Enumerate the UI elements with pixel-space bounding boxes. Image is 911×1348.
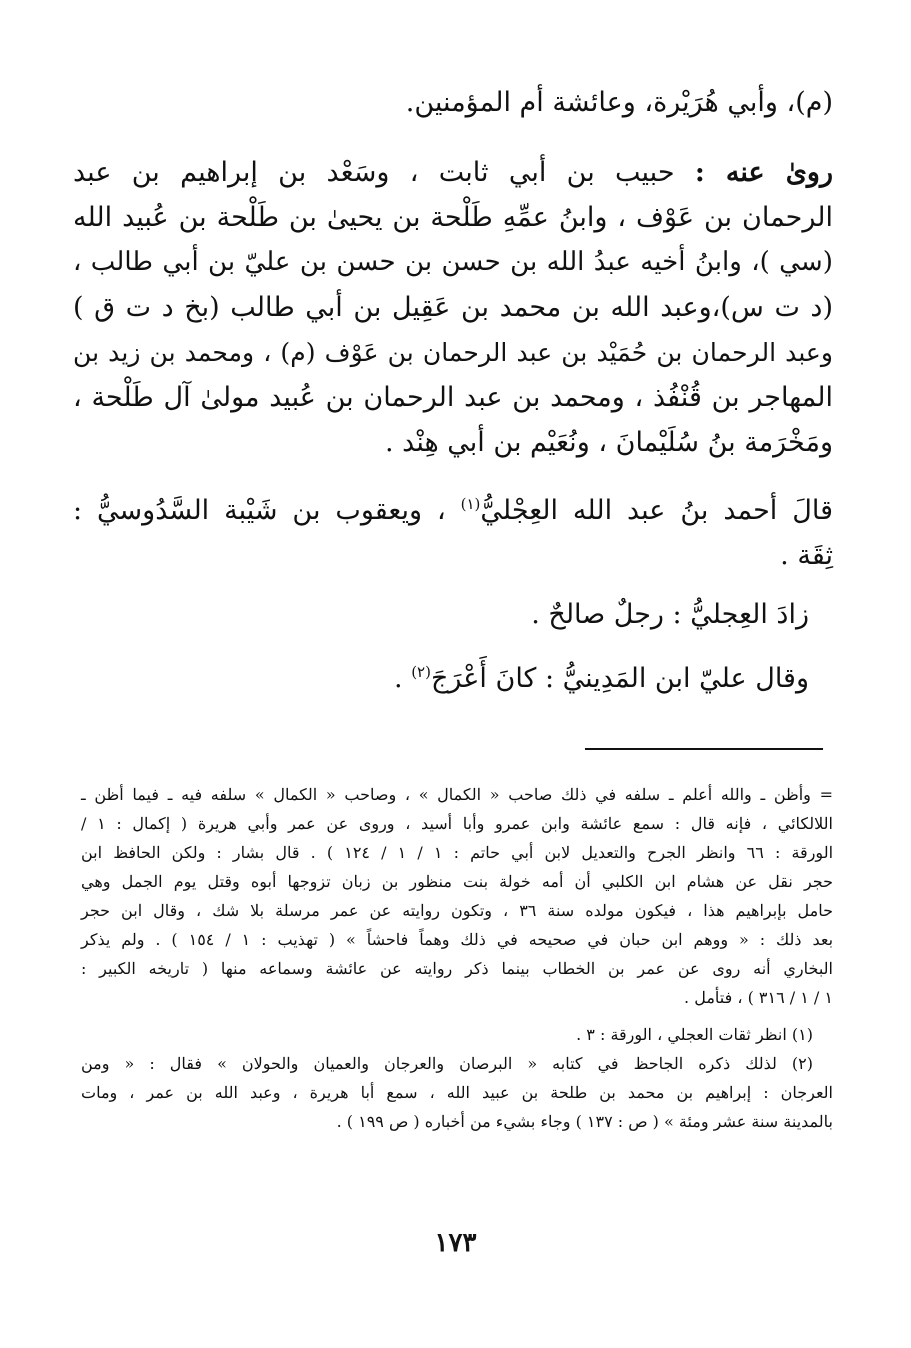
footnote-line: حامل بإبراهيم هذا ، فيكون مولده سنة ٣٦ ، وتكون روايته عن عمر مرسلة بلا شك ، وقال ابن حجر	[81, 901, 833, 920]
text-line	[73, 150, 833, 195]
text-fragment: وقال عليّ ابن المَدِينيُّ : كانَ أَعْرَجَ	[430, 663, 809, 694]
narrators-label: روىٰ عنه :	[694, 157, 833, 188]
footnote-1: (١) انظر ثقات العجلي ، الورقة : ٣ .	[576, 1025, 813, 1044]
text-fragment: ، ويعقوب بن شَيْبة السَّدُوسيُّ :	[73, 495, 446, 526]
text-fragment: .	[394, 663, 403, 694]
page-number: ١٧٣	[434, 1228, 477, 1258]
text-line: ثِقَة .	[780, 540, 833, 571]
text-line: (م)، وأبي هُرَيْرة، وعائشة أم المؤمنين.	[405, 87, 833, 118]
footnote-ref-1: (١)	[460, 495, 481, 513]
footnote-line: اللالكائي ، فإنه قال : سمع عائشة وابن عمرو وأبا أسيد ، وروى عن عمر وأبي هريرة ( إكمال : ١ /	[81, 814, 833, 833]
text-line: الرحمان بن عَوْف ، وابنُ عمِّهِ طَلْحة بن يحيىٰ بن طَلْحة بن عُبيد الله	[73, 202, 833, 233]
footnote-line: بعد ذلك : « ووهم ابن حبان في صحيحه في ذلك وهماً فاحشاً » ( تهذيب : ١ / ١٥٤ ) . ولم يذكر	[81, 930, 834, 949]
text-line	[73, 488, 833, 533]
footnotes	[81, 780, 833, 1136]
main-text-top	[73, 80, 833, 125]
text-line	[73, 656, 833, 701]
zada-paragraph	[73, 592, 833, 637]
footnote-2-line: (٢) لذلك ذكره الجاحظ في كتابه « البرصان والعرجان والعميان والحولان » فقال : « ومن	[81, 1054, 813, 1073]
footnote-2-line: بالمدينة سنة عشر ومئة » ( ص : ١٣٧ ) وجاء بشيء من أخباره ( ص ١٩٩ ) .	[336, 1112, 833, 1131]
text-fragment: حبيب بن أبي ثابت ، وسَعْد بن إبراهيم بن عبد	[73, 157, 675, 188]
text-line: زادَ العِجليُّ : رجلٌ صالحٌ .	[531, 599, 809, 630]
text-line: المهاجر بن قُنْفُذ ، ومحمد بن عبد الرحمان بن عُبيد مولىٰ آل طَلْحة ،	[73, 382, 833, 413]
footnote-2-line: العرجان : إبراهيم بن محمد بن طلحة بن عبيد الله ، سمع أبا هريرة ، وعبد الله بن عمر ، ومات	[81, 1083, 834, 1102]
footnote-divider	[585, 748, 823, 750]
text-line: وعبد الرحمان بن حُمَيْد بن عبد الرحمان بن عَوْف (م) ، ومحمد بن زيد بن	[73, 338, 833, 367]
text-line: (د ت س)،وعبد الله بن محمد بن عَقِيل بن أبي طالب (بخ د ت ق )	[73, 292, 833, 323]
narrators-paragraph	[73, 150, 833, 465]
madini-paragraph	[73, 656, 833, 701]
footnote-line: البخاري أنه روى عن عمر بن الخطاب بينما ذكر روايته عن عائشة وسماعه منها ( تاريخه الكبير :	[81, 959, 833, 978]
text-line: ومَخْرَمة بنُ سُلَيْمانَ ، ونُعَيْم بن أبي هِنْد .	[384, 427, 833, 458]
text-fragment: قالَ أحمد بنُ عبد الله العِجْليُّ	[480, 495, 833, 526]
qala-paragraph	[73, 488, 833, 578]
footnote-line: حجر نقل عن هشام ابن الكلبي أن أمه خولة بنت منظور بن زبان تزوجها أبوه وقتل يوم الجمل وهي	[81, 872, 833, 891]
footnote-line: = وأظن ـ والله أعلم ـ سلفه في ذلك صاحب « الكمال » ، وصاحب « الكمال » سلفه فيه ـ فيما أظن ـ	[81, 785, 833, 804]
footnote-gap	[81, 1012, 833, 1020]
text-line: (سي )، وابنُ أخيه عبدُ الله بن حسن بن حسن بن عليّ بن أبي طالب ،	[73, 247, 833, 277]
footnote-line: الورقة : ٦٦ وانظر الجرح والتعديل لابن أبي حاتم : ١ / ١ / ١٢٤ ) . قال بشار : ولكن الحافظ ابن	[81, 843, 834, 862]
footnote-line: ١ / ١ / ٣١٦ ) ، فتأمل .	[684, 988, 833, 1007]
footnote-ref-2: (٢)	[411, 663, 431, 681]
